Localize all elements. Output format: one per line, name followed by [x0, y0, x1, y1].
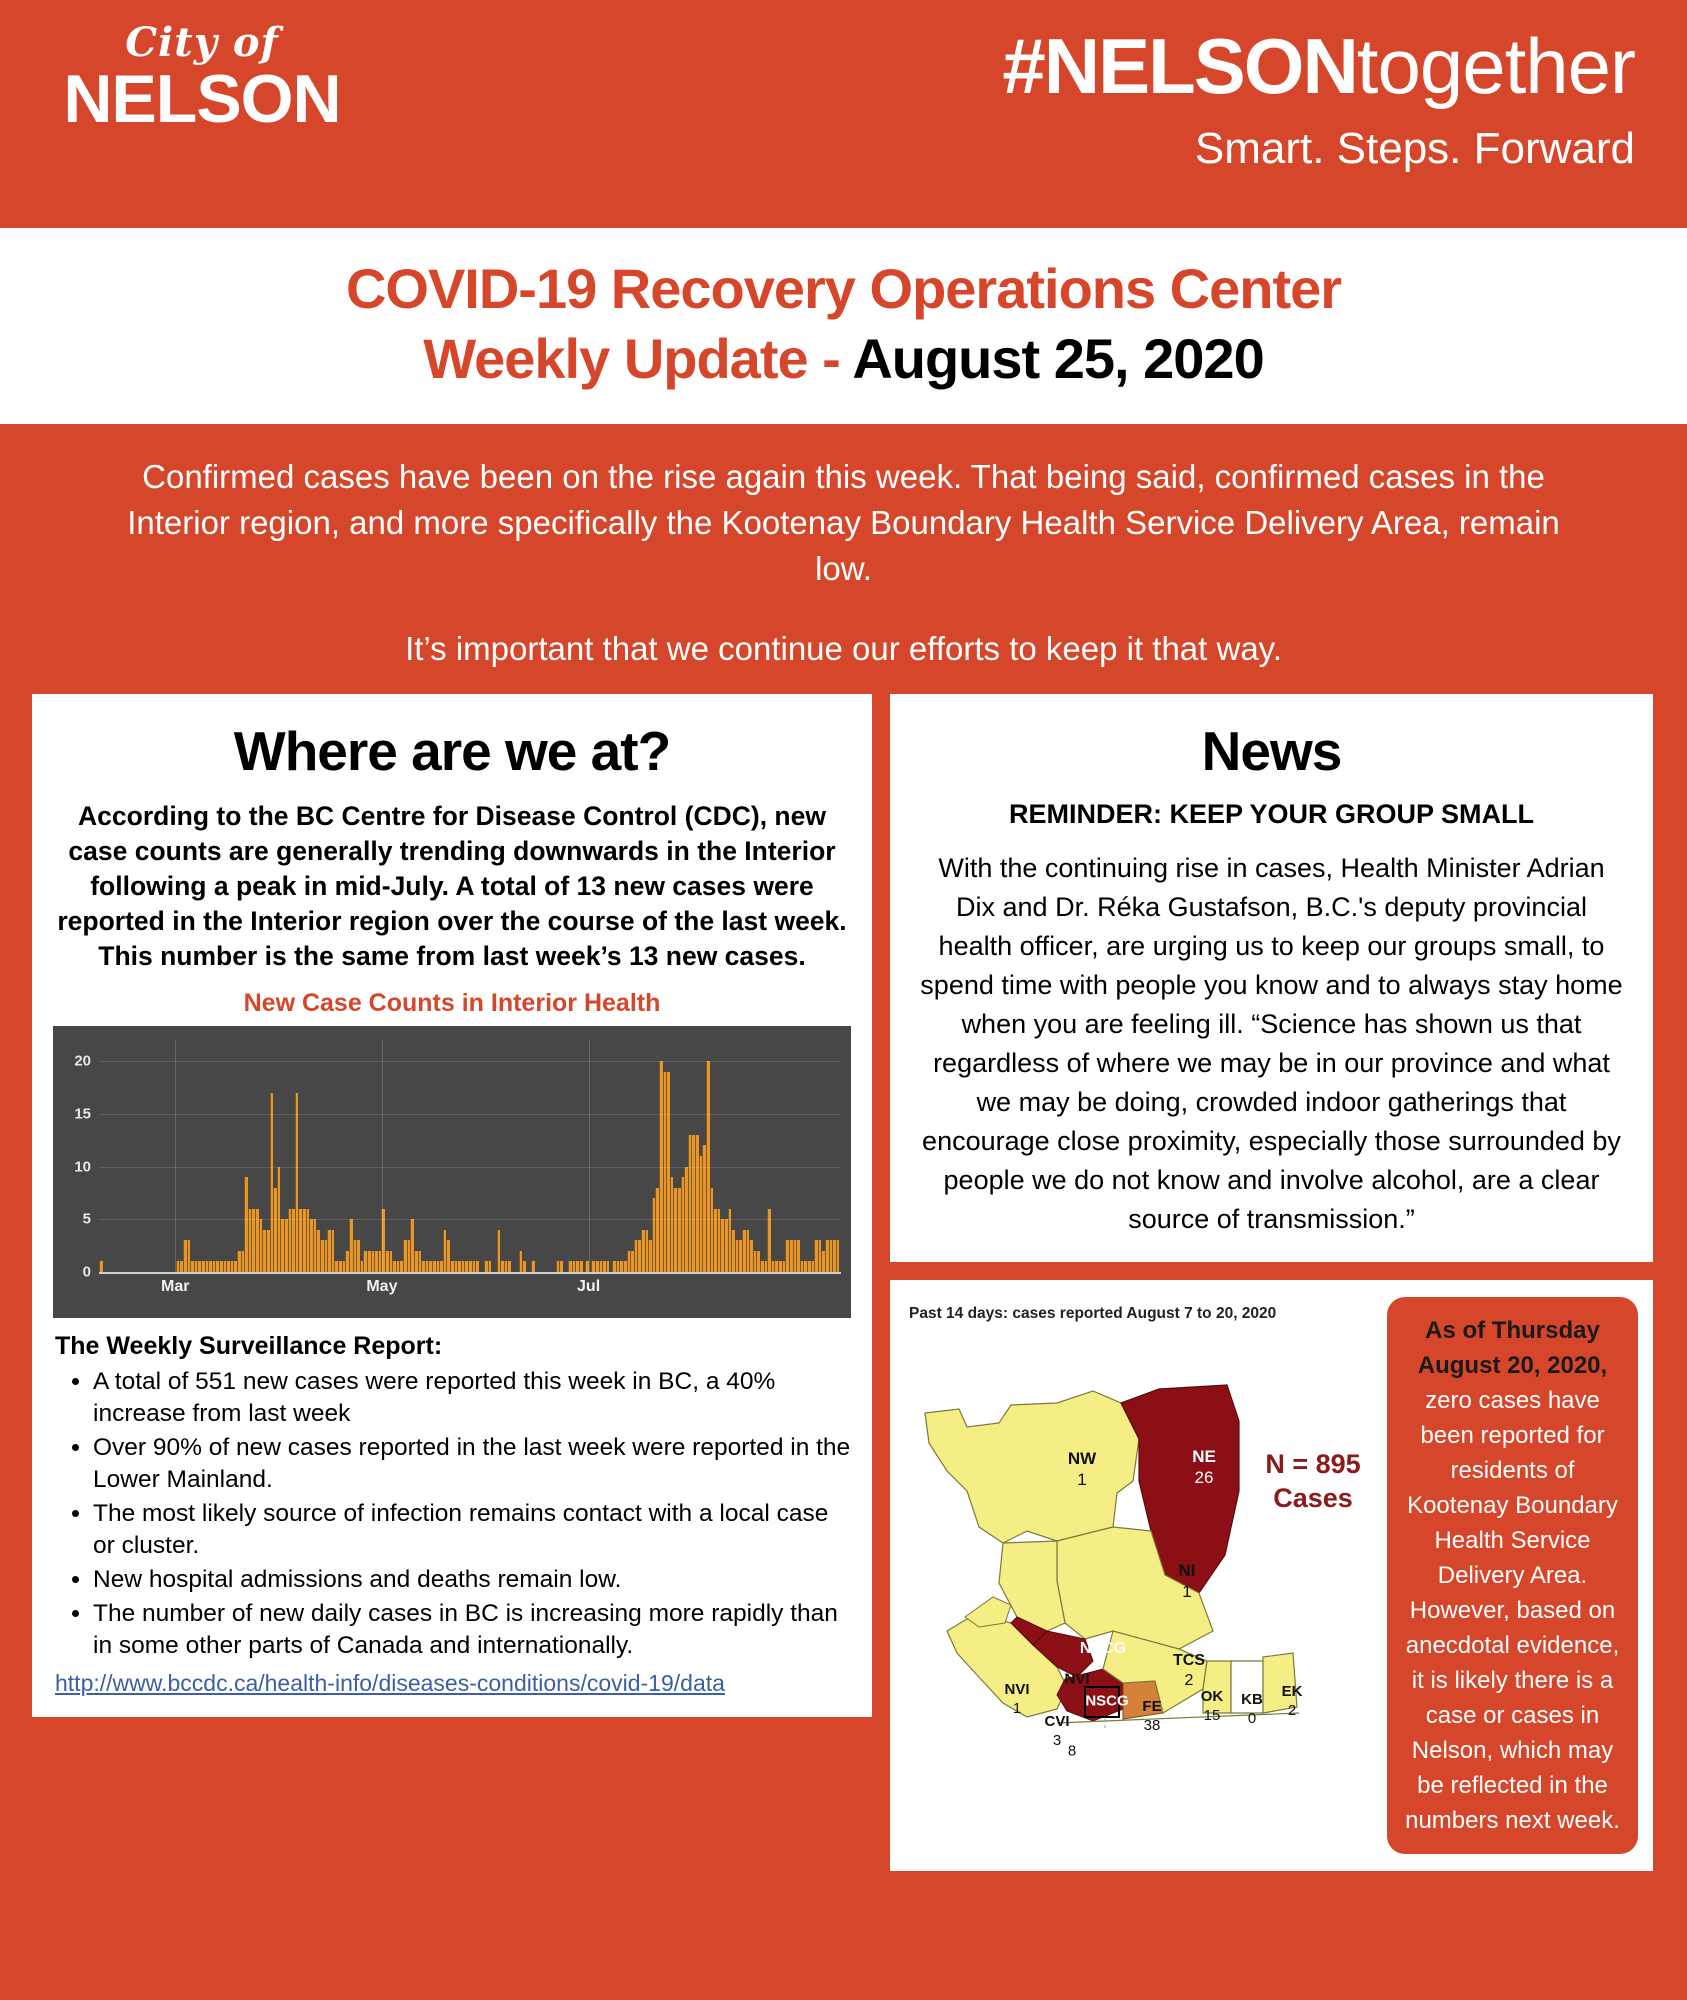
map-region-value: 2 [1287, 1702, 1297, 1719]
map-region-code: NVI [1064, 1670, 1090, 1688]
map-region-label [1068, 1742, 1076, 1761]
map-region-value: 26 [1194, 1468, 1214, 1487]
tagline: Smart. Steps. Forward [1194, 124, 1635, 173]
intro-paragraph-1: Confirmed cases have been on the rise again this week. That being said, confirmed cases in the Interior region, and more specifically the Kootenay Boundary Health Service Delivery Area, remain low. [127, 458, 1560, 587]
map-region-code: TCS [1173, 1652, 1205, 1669]
bc-case-map [907, 1297, 1377, 1760]
chart-bars [99, 1040, 841, 1272]
map-caption: Past 14 days: cases reported August 7 to 20, 2020 [909, 1305, 1277, 1322]
hashtag-bold: #NELSON [1002, 22, 1357, 110]
chart-x-gridline [175, 1040, 176, 1272]
map-region-code: CVI [1044, 1713, 1070, 1730]
map-total-unit: Cases [1273, 1483, 1353, 1513]
map-region-code: NSCG [1085, 1692, 1129, 1710]
left-column [32, 694, 872, 1717]
chart-y-axis [53, 1040, 97, 1281]
source-link[interactable]: http://www.bccdc.ca/health-info/diseases-conditions/covid-19/data [55, 1670, 725, 1696]
chart-bar [559, 1261, 563, 1272]
map-region-value: 15 [1203, 1707, 1221, 1724]
news-subheading: REMINDER: KEEP YOUR GROUP SMALL [1008, 799, 1535, 829]
map-region-code: NW [1067, 1449, 1097, 1468]
chart-bar [99, 1261, 103, 1272]
header-banner [0, 0, 1687, 228]
news-card [890, 694, 1653, 1262]
city-of-nelson-logo [42, 19, 362, 137]
chart-y-tick: 15 [74, 1105, 91, 1123]
lead-paragraph: According to the BC Centre for Disease Control (CDC), new case counts are generally trending downwards in the Interior following a peak in mid-July. A total of 13 new cases were reported in the Interior region over the course of the last week. This number is the same from last week’s 13 new cases. [57, 801, 847, 971]
surveillance-bullet: • New hospital admissions and deaths remain low. [93, 1564, 851, 1596]
section-heading-news: News [1201, 720, 1342, 782]
chart-gridline [99, 1219, 841, 1220]
callout-rest: zero cases have been reported for residents of Kootenay Boundary Health Service Delivery Area. However, based on anecdotal evidence, it is likely there is a case or cases in Nelson, which may be reflected in the numbers next week. [1405, 1387, 1620, 1834]
subtitle-date: August 25, 2020 [852, 327, 1264, 390]
chart-bar [531, 1261, 535, 1272]
surveillance-bullet-list [53, 1366, 851, 1662]
page-title: COVID-19 Recovery Operations Center [345, 257, 1342, 320]
chart-x-tick: May [366, 1278, 398, 1295]
new-case-counts-chart [53, 1026, 851, 1318]
where-are-we-at-card [32, 694, 872, 1717]
map-region-code: OK [1200, 1688, 1224, 1705]
surveillance-report-title: The Weekly Surveillance Report: [55, 1332, 443, 1360]
chart-y-tick: 5 [82, 1210, 91, 1228]
chart-bar [507, 1261, 511, 1272]
chart-bar [836, 1240, 840, 1272]
map-region-value: 1 [1012, 1700, 1022, 1717]
page-subtitle [40, 324, 1647, 394]
news-body-text: With the continuing rise in cases, Health Minister Adrian Dix and Dr. Réka Gustafson, B.C.'s deputy provincial health officer, are urging us to keep our groups small, to spend time with people you know and to always stay home when you are feeling ill. “Science has shown us that regardless of where we may be in our province and what we may be doing, crowded indoor gatherings that encourage close proximity, especially those surrounded by people we do not know and involve alcohol, are a clear source of transmission.” [920, 853, 1623, 1234]
map-region-code: NSCG [1079, 1640, 1127, 1657]
chart-y-tick: 20 [74, 1052, 91, 1070]
map-region-code: FE [1142, 1698, 1162, 1715]
map-region-code: NVI [1004, 1681, 1030, 1698]
map-region-value: 8 [1067, 1742, 1077, 1760]
map-region-value: 1 [1182, 1582, 1192, 1601]
surveillance-bullet: • Over 90% of new cases reported in the last week were reported in the Lower Mainland. [93, 1432, 851, 1496]
map-region-code: NE [1192, 1447, 1216, 1466]
hashtag-light: together [1356, 22, 1635, 110]
map-region-code: NI [1178, 1561, 1196, 1580]
surveillance-bullet: • A total of 551 new cases were reported this week in BC, a 40% increase from last week [93, 1366, 851, 1430]
map-region-value: 38 [1143, 1717, 1161, 1734]
chart-plot-area [99, 1040, 841, 1272]
surveillance-bullet: • The most likely source of infection remains contact with a local case or cluster. [93, 1498, 851, 1562]
content-columns [0, 694, 1687, 1893]
chart-baseline [99, 1272, 841, 1274]
callout-bold-line1: As of Thursday [1425, 1317, 1600, 1344]
callout-text [1399, 1313, 1626, 1838]
bc-map-svg [907, 1331, 1307, 1731]
chart-x-axis [99, 1278, 841, 1308]
chart-gridline [99, 1061, 841, 1062]
kootenay-callout-box [1387, 1297, 1638, 1854]
logo-nelson-text: NELSON [63, 61, 341, 137]
chart-y-tick: 0 [82, 1263, 91, 1281]
map-total-cases [1249, 1447, 1377, 1515]
intro-paragraph-2: It’s important that we continue our efforts to keep it that way. [405, 630, 1282, 667]
title-block [0, 228, 1687, 424]
section-heading-where: Where are we at? [233, 720, 671, 782]
chart-bar [522, 1261, 526, 1272]
right-column [890, 694, 1653, 1871]
map-card [890, 1280, 1653, 1871]
map-region-code: EK [1281, 1683, 1303, 1700]
chart-gridline [99, 1167, 841, 1168]
hashtag-nelson-together [1002, 24, 1635, 108]
map-region-value: 0 [1247, 1710, 1257, 1727]
map-region-code: KB [1241, 1691, 1263, 1708]
logo-city-text: City of [125, 19, 279, 66]
map-region-value: 1 [1077, 1470, 1087, 1489]
map-region-value: 3 [1052, 1732, 1062, 1749]
chart-x-tick: Mar [160, 1278, 190, 1295]
chart-bar [606, 1261, 610, 1272]
chart-y-tick: 10 [74, 1158, 91, 1176]
chart-gridline [99, 1114, 841, 1115]
chart-bar [579, 1261, 583, 1272]
chart-bar [475, 1261, 479, 1272]
map-total-value: N = 895 [1265, 1449, 1361, 1479]
chart-x-gridline [382, 1040, 383, 1272]
chart-bar [488, 1261, 492, 1272]
map-region-value: 2 [1184, 1672, 1194, 1689]
chart-x-tick: Jul [577, 1278, 601, 1295]
chart-x-gridline [589, 1040, 590, 1272]
surveillance-bullet: • The number of new daily cases in BC is increasing more rapidly than in some other parts of Canada and internationally. [93, 1598, 851, 1662]
intro-section [0, 424, 1687, 694]
chart-title: New Case Counts in Interior Health [243, 989, 661, 1017]
callout-bold-line2: August 20, 2020, [1417, 1352, 1608, 1379]
subtitle-red: Weekly Update - [423, 327, 853, 390]
